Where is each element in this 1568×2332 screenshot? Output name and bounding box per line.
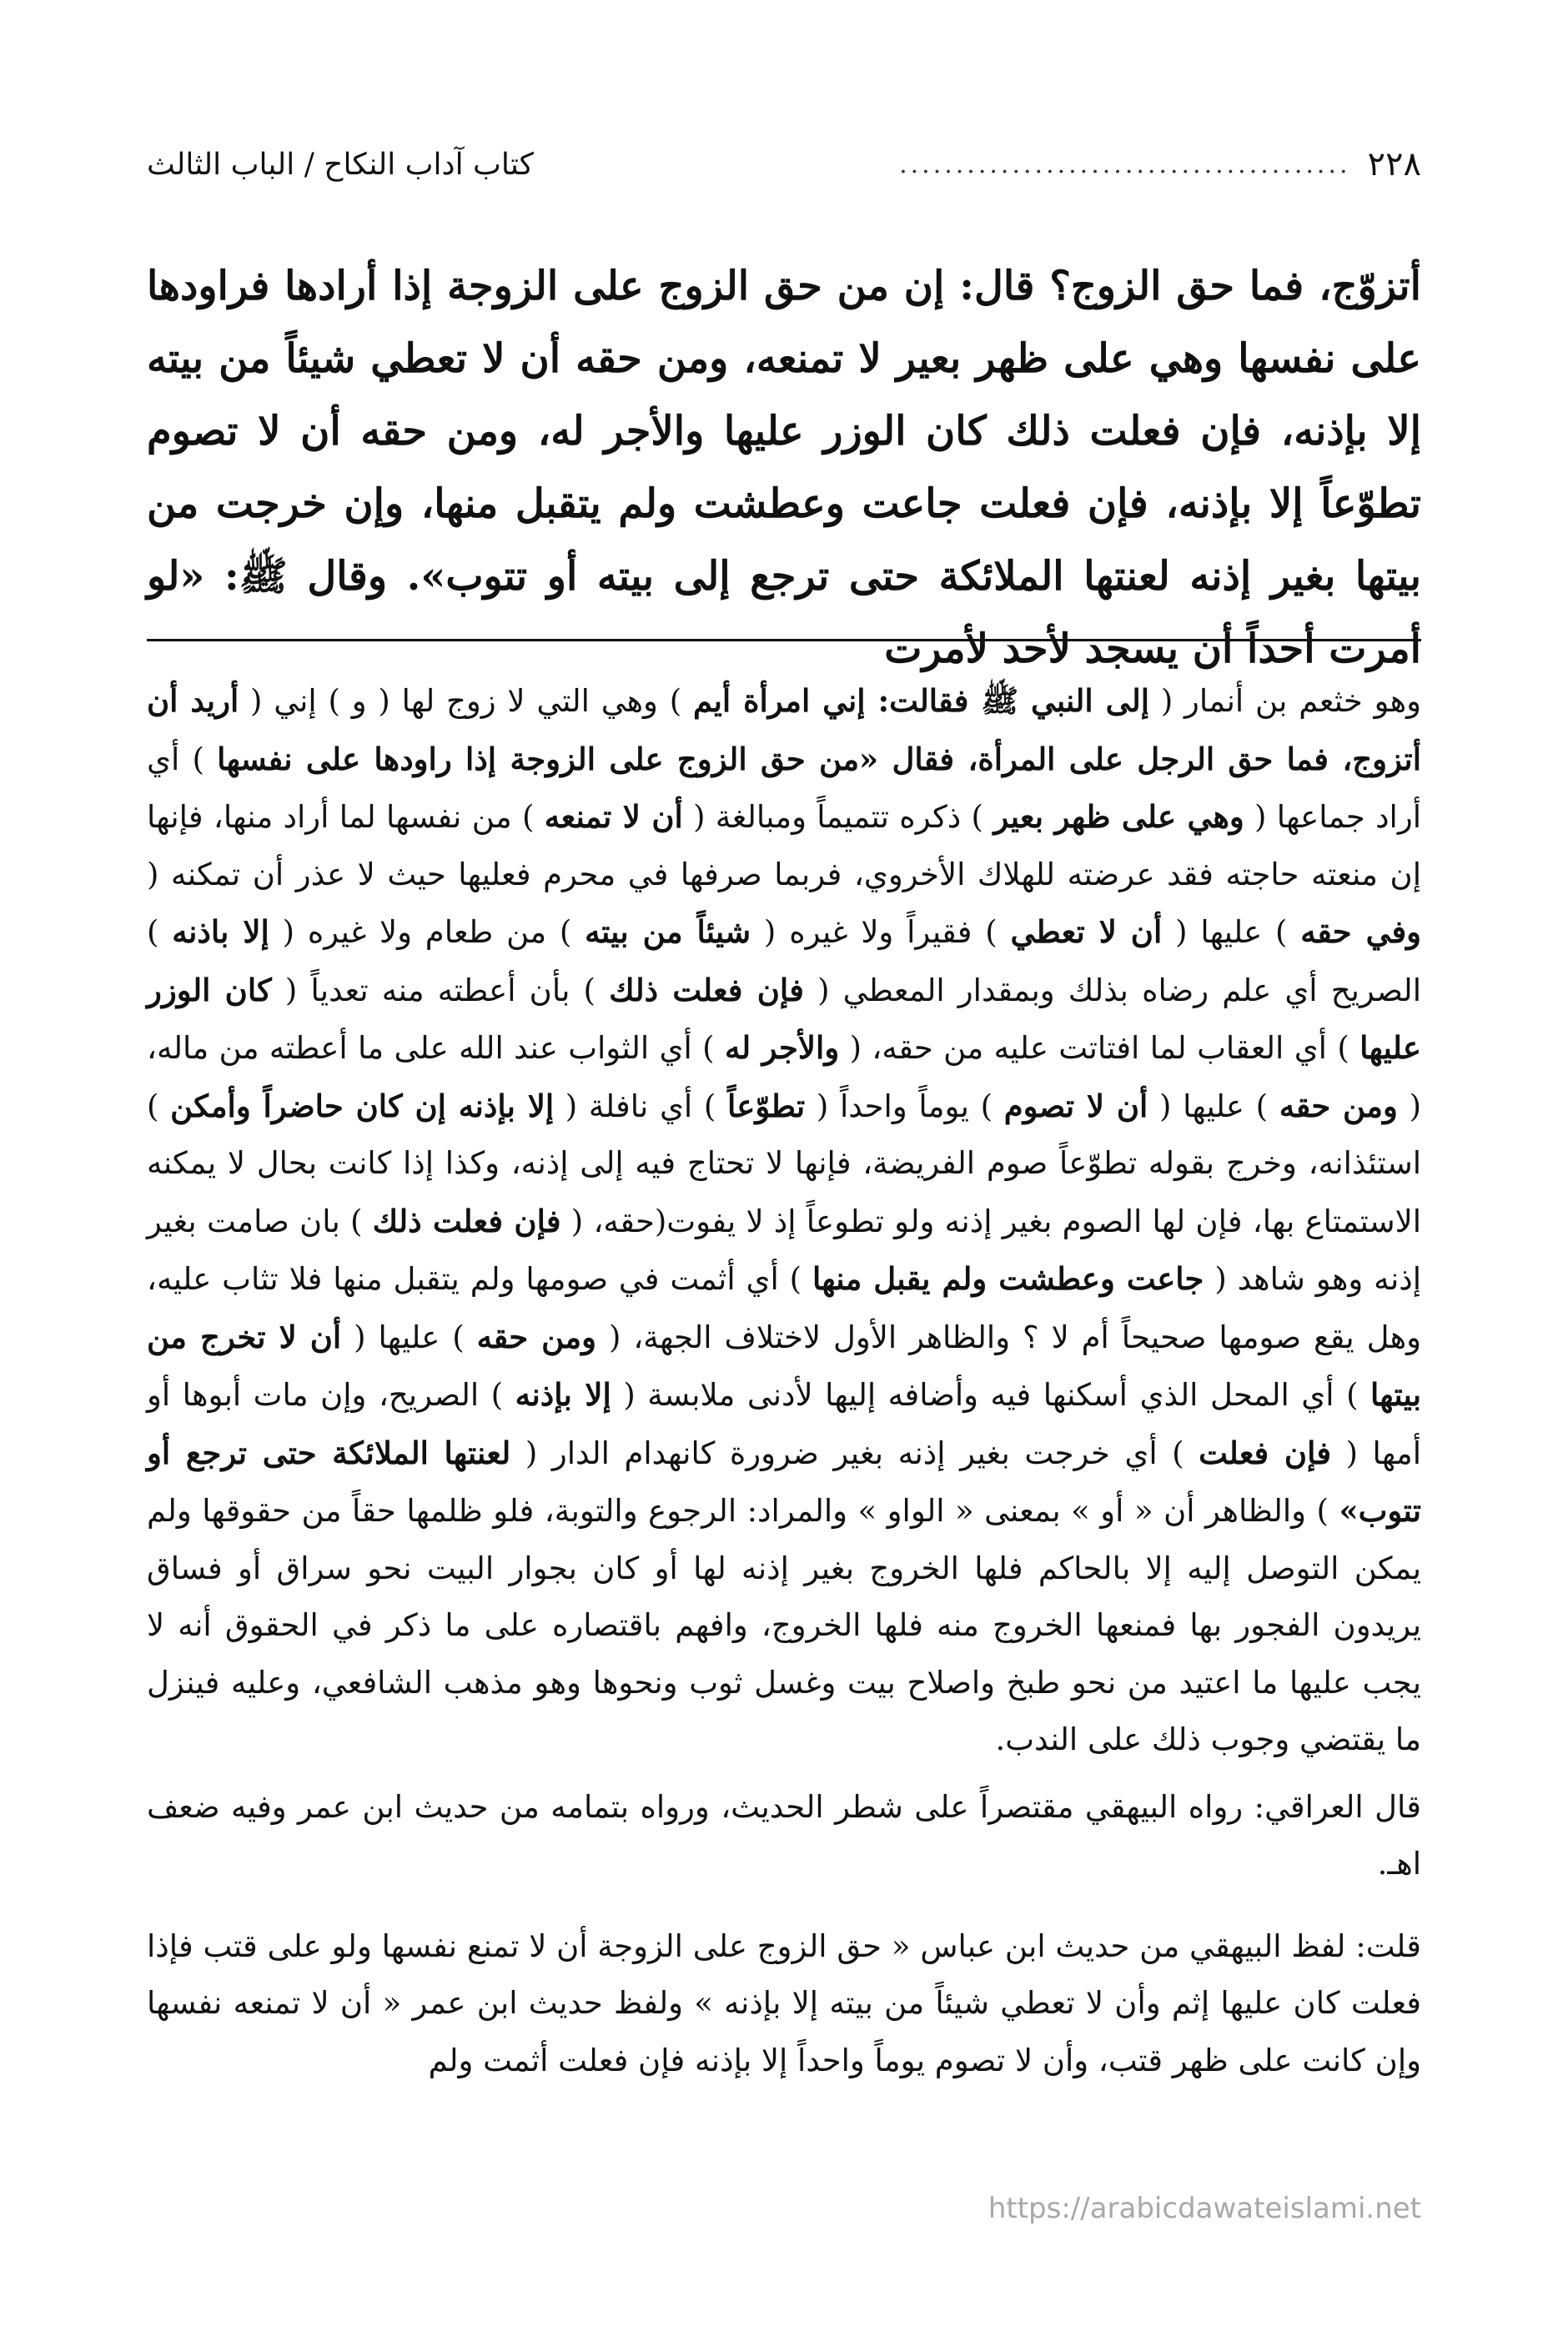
main-text-paragraph: أتزوّج، فما حق الزوج؟ قال: إن من حق الزوج على الزوجة إذا أرادها فراودها على نفسها وهي على ظهر بعير لا تمنعه، ومن حقه أن لا تعطي شيئاً من بيته إلا بإذنه، فإن فعلت ذلك كان الوزر عليها والأجر له، ومن حقه أن لا تصوم تطوّعاً إلا بإذنه، فإن فعلت جاعت وعطشت ولم يتقبل منها، وإن خرجت من بيتها بغير إذنه لعنتها الملائكة حتى ترجع إلى بيته أو تتوب». وقال ﷺ: «لو أمرت أحداً أن يسجد لأحد لأمرت [147, 263, 1421, 672]
quoted-hadith-phrase: فإن فعلت ذلك [372, 1202, 561, 1239]
commentary-paragraph [147, 672, 1421, 1769]
quoted-hadith-phrase: أن لا تمنعه [544, 798, 683, 835]
quoted-hadith-phrase: أن لا تخرج من بيتها [147, 1318, 1421, 1413]
commentary-text: ) أي الثواب عند الله على ما أعطته من ماله، ( [147, 1030, 1422, 1124]
commentary-text: ) ذكره تتميماً ومبالغة ( [682, 799, 994, 835]
quoted-hadith-phrase: إلى النبي ﷺ فقالت: إني امرأة أيم [692, 682, 1150, 719]
quoted-hadith-phrase: ومن حقه [476, 1318, 596, 1355]
running-header [147, 135, 1421, 193]
commentary-text: ) الصريح أي علم رضاه بذلك وبمقدار المعطي ( [147, 914, 1421, 1008]
commentary-text: وهو خثعم بن أنمار ( [1149, 683, 1422, 719]
commentary-text: ) أي المحل الذي أسكنها فيه وأضافه إليها لأدنى ملابسة ( [611, 1377, 1371, 1413]
commentary-text: ) أي نافلة ( [554, 1088, 728, 1124]
quoted-hadith-phrase: فإن فعلت ذلك [609, 971, 804, 1008]
header-leader-dots: ........................................ [899, 149, 1351, 179]
commentary-text: ) يوماً واحداً ( [805, 1088, 1004, 1124]
qultu-note: قلت: لفظ البيهقي من حديث ابن عباس « حق الزوج على الزوجة أن لا تمنع نفسها ولو على قتب فإذا فعلت كان عليها إثم وأن لا تعطي شيئاً من بيته إلا بإذنه » ولفظ حديث ابن عمر « أن لا تمنعه نفسها وإن كانت على ظهر قتب، وأن لا تصوم يوماً واحداً إلا بإذنه فإن فعلت أثمت ولم [147, 1927, 1421, 2078]
quoted-hadith-phrase: كان الوزر عليها [147, 971, 1421, 1066]
iraqi-note: قال العراقي: رواه البيهقي مقتصراً على شطر الحديث، ورواه بتمامه من حديث ابن عمر وفيه ضعف اهـ. [147, 1788, 1421, 1882]
commentary-text: ) عليها ( [1148, 1088, 1279, 1124]
quoted-hadith-phrase: أن لا تعطي [1010, 913, 1163, 950]
commentary-text: ) أي العقاب لما افتاتت عليه من حقه، ( [839, 1030, 1360, 1066]
quoted-hadith-phrase: وهي على ظهر بعير [993, 798, 1244, 835]
commentary-text: ) بان صامت بغير إذنه وهو شاهد ( [147, 1203, 1421, 1297]
watermark-url: https://arabicdawateislami.net [988, 2192, 1421, 2225]
commentary-text: ) بأن أعطته منه تعدياً ( [271, 972, 610, 1008]
quoted-hadith-phrase: شيئاً من بيته [585, 913, 751, 950]
commentary-text: ) عليها ( [341, 1319, 477, 1355]
main-text [147, 250, 1421, 686]
page-number: ٢٢٨ [1367, 145, 1421, 183]
commentary-text: ) أي خرجت بغير إذنه بغير ضرورة كانهدام الدار ( [510, 1435, 1199, 1471]
quoted-hadith-phrase: أن لا تصوم [1003, 1087, 1148, 1124]
commentary-text: ) الصريح، وإن مات أبوها أو أمها ( [147, 1377, 1421, 1471]
commentary-text: ) أي أثمت في صومها ولم يتقبل منها فلا تثاب عليه، وهل يقع صومها صحيحاً أم لا ؟ والظاهر الأول لاختلاف الجهة، ( [147, 1261, 1421, 1355]
commentary-text: ) وهي التي لا زوج لها ( و ) إني ( [239, 683, 693, 719]
quoted-hadith-phrase: وفي حقه [1300, 913, 1421, 950]
commentary [147, 672, 1421, 2089]
quoted-hadith-phrase: إلا بإذنه [515, 1376, 611, 1413]
commentary-text: ) من طعام ولا غيره ( [269, 914, 585, 950]
commentary-text: ) أي أراد جماعها ( [147, 741, 1421, 835]
quoted-hadith-phrase: ومن حقه [1279, 1087, 1398, 1124]
commentary-text: ) فقيراً ولا غيره ( [751, 914, 1011, 950]
commentary-text: ) والظاهر أن « أو » بمعنى « الواو » والمراد: الرجوع والتوبة، فلو ظلمها حقاً من حقوقها ولم يمكن التوصل إليه إلا بالحاكم فلها الخروج بغير إذنه لها أو كان بجوار البيت نحو سراق أو فساق يريدون الفجور بها فمنعها الخروج منه فلها الخروج، وافهم باقتصاره على ما ذكر في الحقوق أنه لا يجب عليها ما اعتيد من نحو طبخ واصلاح بيت وغسل ثوب ونحوها وهو مذهب الشافعي، وعليه فينزل ما يقتضي وجوب ذلك على الندب. [147, 1493, 1421, 1757]
commentary-text: ) عليها ( [1162, 914, 1301, 950]
footnote-divider [147, 639, 1421, 641]
quoted-hadith-phrase: إلا بإذنه إن كان حاضراً وأمكن [170, 1087, 555, 1124]
commentary-text: ) استئذانه، وخرج بقوله تطوّعاً صوم الفريضة، فإنها لا تحتاج فيه إلى إذنه، وكذا إذا كانت بحال لا يمكنه الاستمتاع بها، فإن لها الصوم بغير إذنه ولو تطوعاً إذ لا يفوت(حقه، ( [147, 1088, 1422, 1239]
quoted-hadith-phrase: فإن فعلت [1199, 1434, 1332, 1471]
quoted-hadith-phrase: إلا باذنه [172, 913, 269, 950]
chapter-title: كتاب آداب النكاح / الباب الثالث [147, 147, 534, 182]
quoted-hadith-phrase: جاعت وعطشت ولم يقبل منها [812, 1260, 1204, 1297]
quoted-hadith-phrase: لعنتها الملائكة حتى ترجع أو تتوب» [147, 1434, 1421, 1529]
commentary-text: ) من نفسها لما أراد منها، فإنها إن منعته حاجته فقد عرضته للهلاك الأخروي، فربما صرفها في محرم فعليها حيث لا عذر أن تمكنه ( [147, 799, 1421, 892]
quoted-hadith-phrase: تطوّعاً [727, 1087, 806, 1124]
quoted-hadith-phrase: أريد أن أتزوج، فما حق الرجل على المرأة، فقال «من حق الزوج على الزوجة إذا راودها على نفسها [147, 682, 1422, 777]
quoted-hadith-phrase: والأجر له [725, 1029, 840, 1066]
